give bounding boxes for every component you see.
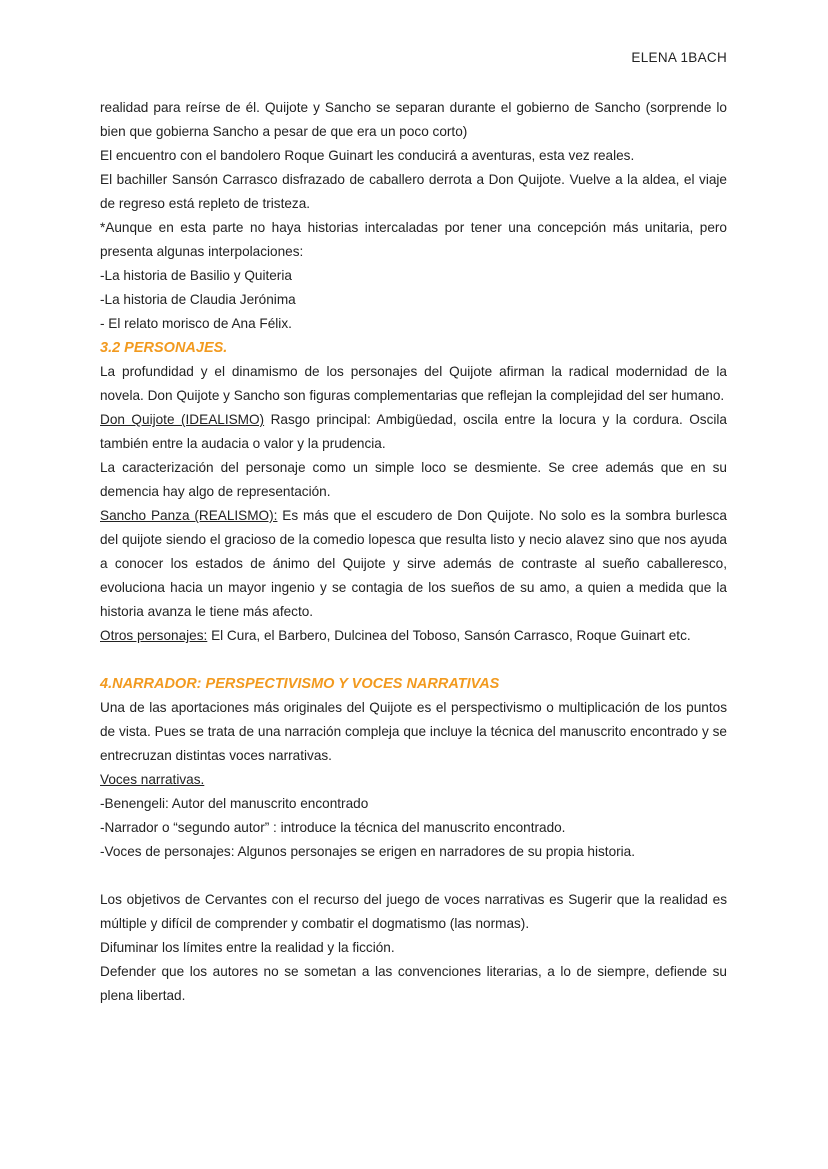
list-item: -La historia de Claudia Jerónima <box>100 292 296 307</box>
paragraph-defender: Defender que los autores no se sometan a las convenciones literarias, a lo de siempre, defiende su plena libertad. <box>100 964 727 1003</box>
section-heading-personajes: 3.2 PERSONAJES. <box>100 340 228 356</box>
paragraph-caracterizacion: La caracterización del personaje como un simple loco se desmiente. Se cree además que en su demencia hay algo de representación. <box>100 460 727 499</box>
label-sancho-panza: Sancho Panza (REALISMO): <box>100 508 278 523</box>
paragraph-narrador-intro: Una de las aportaciones más originales del Quijote es el perspectivismo o multiplicación de los puntos de vista. Pues se trata de una narración compleja que incluye la técnica del manuscrito encontrado y se entrecruzan distintas voces narrativas. <box>100 700 727 763</box>
paragraph-sancho-gobierno: realidad para reírse de él. Quijote y Sancho se separan durante el gobierno de Sancho (sorprende lo bien que gobierna Sancho a pesar de que era un poco corto) <box>100 100 727 139</box>
list-item: -Benengeli: Autor del manuscrito encontrado <box>100 796 369 811</box>
spacer <box>100 864 727 888</box>
label-otros-personajes: Otros personajes: <box>100 628 208 643</box>
section-heading-narrador: 4.NARRADOR: PERSPECTIVISMO Y VOCES NARRATIVAS <box>100 676 500 692</box>
page-header-author: ELENA 1BACH <box>631 50 727 65</box>
paragraph-interpolaciones: *Aunque en esta parte no haya historias intercaladas por tener una concepción más unitaria, pero presenta algunas interpolaciones: <box>100 220 727 259</box>
paragraph-difuminar: Difuminar los límites entre la realidad y la ficción. <box>100 940 395 955</box>
document-body <box>100 96 727 1008</box>
paragraph-don-quijote <box>100 408 727 456</box>
paragraph-roque-guinart: El encuentro con el bandolero Roque Guinart les conducirá a aventuras, esta vez reales. <box>100 148 635 163</box>
list-item: -Voces de personajes: Algunos personajes se erigen en narradores de su propia historia. <box>100 844 636 859</box>
list-item: -Narrador o “segundo autor” : introduce la técnica del manuscrito encontrado. <box>100 820 566 835</box>
paragraph-sancho-panza <box>100 504 727 624</box>
paragraph-otros-personajes <box>100 624 727 648</box>
paragraph-sanson-carrasco: El bachiller Sansón Carrasco disfrazado de caballero derrota a Don Quijote. Vuelve a la aldea, el viaje de regreso está repleto de tristeza. <box>100 172 727 211</box>
paragraph-objetivos: Los objetivos de Cervantes con el recurso del juego de voces narrativas es Sugerir que la realidad es múltiple y difícil de comprender y combatir el dogmatismo (las normas). <box>100 892 727 931</box>
paragraph-personajes-intro: La profundidad y el dinamismo de los personajes del Quijote afirman la radical modernidad de la novela. Don Quijote y Sancho son figuras complementarias que reflejan la complejidad del ser humano. <box>100 364 727 403</box>
label-voces-narrativas: Voces narrativas. <box>100 772 205 787</box>
text-otros-personajes: El Cura, el Barbero, Dulcinea del Toboso, Sansón Carrasco, Roque Guinart etc. <box>207 628 691 643</box>
label-don-quijote: Don Quijote (IDEALISMO) <box>100 412 265 427</box>
text-sancho-panza: Es más que el escudero de Don Quijote. No solo es la sombra burlesca del quijote siendo el gracioso de la comedio lopesca que resulta listo y necio alavez sino que nos ayuda a conocer los estados de ánimo del Quijote y sirve además de contraste al sueño caballeresco, evoluciona hacia un mayor ingenio y se contagia de los sueños de su amo, a quien a medida que la historia avanza le tiene más afecto. <box>100 508 727 619</box>
paragraph-voces-label <box>100 768 727 792</box>
spacer <box>100 648 727 672</box>
list-item: -La historia de Basilio y Quiteria <box>100 268 292 283</box>
text-don-quijote: Rasgo principal: Ambigüedad, oscila entre la locura y la cordura. Oscila también entre la audacia o valor y la prudencia. <box>100 412 727 451</box>
list-item: - El relato morisco de Ana Félix. <box>100 316 292 331</box>
